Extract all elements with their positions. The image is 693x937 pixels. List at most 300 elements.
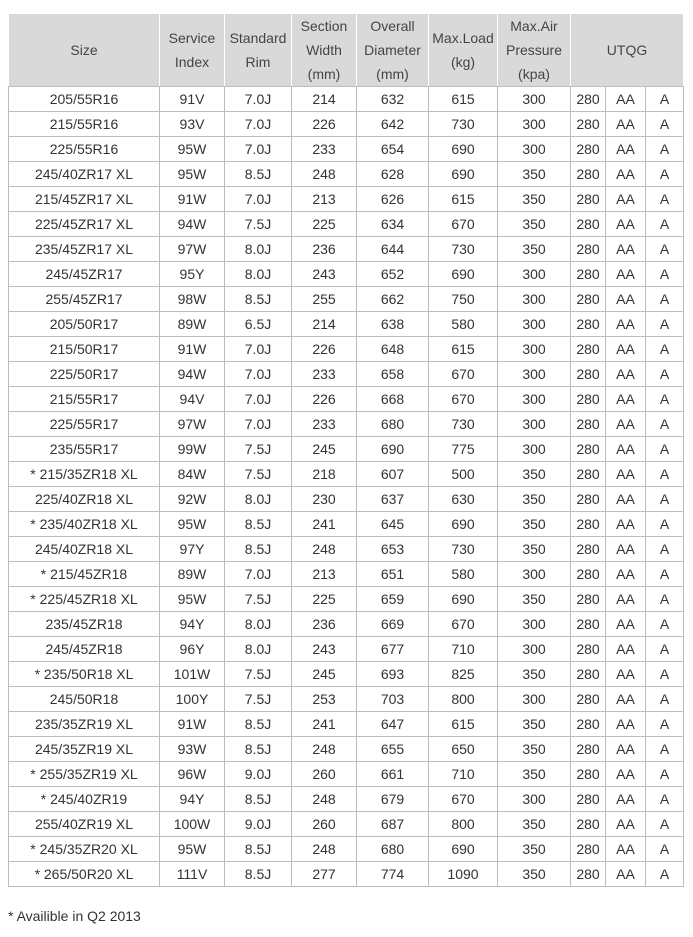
cell-utqg-treadwear: 280 <box>571 487 606 512</box>
cell-overall-diameter: 662 <box>357 287 429 312</box>
column-header-line: Diameter <box>364 42 421 58</box>
cell-size: 245/40ZR18 XL <box>9 537 160 562</box>
cell-overall-diameter: 637 <box>357 487 429 512</box>
column-header-line: Standard <box>229 30 287 46</box>
cell-service-index: 96W <box>160 762 225 787</box>
cell-overall-diameter: 680 <box>357 412 429 437</box>
cell-overall-diameter: 703 <box>357 687 429 712</box>
cell-size: * 235/40ZR18 XL <box>9 512 160 537</box>
cell-max-air-pressure: 300 <box>498 387 571 412</box>
table-row <box>9 362 684 387</box>
cell-utqg-treadwear: 280 <box>571 537 606 562</box>
column-header-line: Max.Air <box>510 18 558 34</box>
cell-utqg-temperature: A <box>646 187 684 212</box>
cell-utqg-temperature: A <box>646 837 684 862</box>
cell-utqg-temperature: A <box>646 612 684 637</box>
cell-size: 225/50R17 <box>9 362 160 387</box>
table-row <box>9 587 684 612</box>
cell-utqg-temperature: A <box>646 862 684 887</box>
cell-overall-diameter: 642 <box>357 112 429 137</box>
cell-utqg-temperature: A <box>646 587 684 612</box>
cell-utqg-treadwear: 280 <box>571 787 606 812</box>
cell-service-index: 98W <box>160 287 225 312</box>
cell-max-air-pressure: 300 <box>498 87 571 112</box>
cell-utqg-temperature: A <box>646 337 684 362</box>
cell-size: 255/40ZR19 XL <box>9 812 160 837</box>
cell-max-load: 615 <box>429 187 498 212</box>
cell-utqg-traction: AA <box>606 787 646 812</box>
cell-overall-diameter: 653 <box>357 537 429 562</box>
cell-max-air-pressure: 300 <box>498 612 571 637</box>
table-row <box>9 537 684 562</box>
cell-utqg-traction: AA <box>606 462 646 487</box>
cell-max-air-pressure: 350 <box>498 212 571 237</box>
table-row <box>9 437 684 462</box>
cell-service-index: 97W <box>160 412 225 437</box>
cell-standard-rim: 7.5J <box>225 212 292 237</box>
column-header-utqg <box>571 14 684 87</box>
table-row <box>9 337 684 362</box>
cell-utqg-traction: AA <box>606 312 646 337</box>
cell-utqg-treadwear: 280 <box>571 762 606 787</box>
table-body <box>9 87 684 887</box>
cell-service-index: 95W <box>160 162 225 187</box>
cell-utqg-temperature: A <box>646 812 684 837</box>
cell-overall-diameter: 687 <box>357 812 429 837</box>
table-row <box>9 737 684 762</box>
cell-service-index: 100Y <box>160 687 225 712</box>
cell-utqg-temperature: A <box>646 462 684 487</box>
cell-utqg-temperature: A <box>646 162 684 187</box>
cell-overall-diameter: 648 <box>357 337 429 362</box>
table-row <box>9 862 684 887</box>
cell-section-width: 236 <box>292 237 357 262</box>
cell-section-width: 277 <box>292 862 357 887</box>
cell-service-index: 95W <box>160 587 225 612</box>
cell-section-width: 241 <box>292 712 357 737</box>
cell-standard-rim: 7.0J <box>225 362 292 387</box>
cell-utqg-traction: AA <box>606 437 646 462</box>
cell-service-index: 93V <box>160 112 225 137</box>
cell-utqg-treadwear: 280 <box>571 512 606 537</box>
cell-utqg-temperature: A <box>646 662 684 687</box>
cell-standard-rim: 8.0J <box>225 637 292 662</box>
cell-overall-diameter: 680 <box>357 837 429 862</box>
table-header <box>9 14 684 87</box>
cell-service-index: 96Y <box>160 637 225 662</box>
cell-utqg-temperature: A <box>646 212 684 237</box>
cell-size: 225/55R16 <box>9 137 160 162</box>
cell-max-air-pressure: 350 <box>498 812 571 837</box>
column-header-standard-rim <box>225 14 292 87</box>
cell-utqg-temperature: A <box>646 87 684 112</box>
cell-utqg-traction: AA <box>606 837 646 862</box>
cell-service-index: 91W <box>160 187 225 212</box>
cell-utqg-temperature: A <box>646 362 684 387</box>
cell-utqg-temperature: A <box>646 712 684 737</box>
cell-section-width: 226 <box>292 387 357 412</box>
cell-utqg-traction: AA <box>606 262 646 287</box>
column-header-line: Pressure <box>505 42 563 58</box>
cell-utqg-treadwear: 280 <box>571 862 606 887</box>
cell-max-load: 670 <box>429 362 498 387</box>
cell-overall-diameter: 634 <box>357 212 429 237</box>
cell-standard-rim: 7.5J <box>225 462 292 487</box>
column-header-size <box>9 14 160 87</box>
cell-utqg-temperature: A <box>646 687 684 712</box>
cell-overall-diameter: 658 <box>357 362 429 387</box>
cell-standard-rim: 7.5J <box>225 437 292 462</box>
table-row <box>9 187 684 212</box>
cell-size: * 255/35ZR19 XL <box>9 762 160 787</box>
cell-standard-rim: 8.0J <box>225 262 292 287</box>
cell-utqg-traction: AA <box>606 212 646 237</box>
cell-service-index: 91W <box>160 712 225 737</box>
cell-utqg-temperature: A <box>646 512 684 537</box>
table-row <box>9 387 684 412</box>
cell-service-index: 97Y <box>160 537 225 562</box>
cell-service-index: 95W <box>160 837 225 862</box>
cell-utqg-treadwear: 280 <box>571 712 606 737</box>
cell-utqg-traction: AA <box>606 637 646 662</box>
cell-utqg-temperature: A <box>646 537 684 562</box>
cell-max-air-pressure: 300 <box>498 362 571 387</box>
cell-utqg-traction: AA <box>606 412 646 437</box>
column-header-service-index <box>160 14 225 87</box>
column-header-max-load <box>429 14 498 87</box>
cell-max-air-pressure: 350 <box>498 737 571 762</box>
table-row <box>9 487 684 512</box>
cell-max-air-pressure: 300 <box>498 687 571 712</box>
cell-standard-rim: 7.0J <box>225 412 292 437</box>
cell-size: 215/45ZR17 XL <box>9 187 160 212</box>
cell-service-index: 95W <box>160 512 225 537</box>
cell-section-width: 236 <box>292 612 357 637</box>
cell-utqg-temperature: A <box>646 312 684 337</box>
cell-section-width: 245 <box>292 662 357 687</box>
column-header-overall-diameter <box>357 14 429 87</box>
cell-section-width: 213 <box>292 562 357 587</box>
cell-max-load: 690 <box>429 837 498 862</box>
cell-max-load: 670 <box>429 212 498 237</box>
table-row <box>9 412 684 437</box>
cell-section-width: 226 <box>292 112 357 137</box>
cell-max-air-pressure: 350 <box>498 462 571 487</box>
cell-max-load: 800 <box>429 687 498 712</box>
cell-max-load: 1090 <box>429 862 498 887</box>
table-row <box>9 287 684 312</box>
cell-standard-rim: 7.0J <box>225 112 292 137</box>
table-row <box>9 687 684 712</box>
cell-max-air-pressure: 350 <box>498 762 571 787</box>
cell-service-index: 94V <box>160 387 225 412</box>
table-row <box>9 462 684 487</box>
table-row <box>9 612 684 637</box>
cell-section-width: 225 <box>292 587 357 612</box>
cell-section-width: 241 <box>292 512 357 537</box>
cell-max-load: 615 <box>429 712 498 737</box>
cell-max-load: 690 <box>429 512 498 537</box>
cell-utqg-treadwear: 280 <box>571 187 606 212</box>
cell-section-width: 226 <box>292 337 357 362</box>
cell-size: 235/35ZR19 XL <box>9 712 160 737</box>
cell-standard-rim: 7.0J <box>225 562 292 587</box>
cell-utqg-treadwear: 280 <box>571 162 606 187</box>
cell-utqg-traction: AA <box>606 87 646 112</box>
cell-utqg-treadwear: 280 <box>571 262 606 287</box>
cell-utqg-treadwear: 280 <box>571 662 606 687</box>
table-row <box>9 637 684 662</box>
column-header-line: Max.Load <box>432 30 494 46</box>
cell-overall-diameter: 644 <box>357 237 429 262</box>
column-header-line: Overall <box>370 18 415 34</box>
cell-service-index: 94Y <box>160 612 225 637</box>
cell-max-air-pressure: 350 <box>498 162 571 187</box>
cell-utqg-traction: AA <box>606 187 646 212</box>
cell-overall-diameter: 607 <box>357 462 429 487</box>
cell-utqg-treadwear: 280 <box>571 87 606 112</box>
cell-max-air-pressure: 300 <box>498 437 571 462</box>
cell-max-air-pressure: 350 <box>498 487 571 512</box>
table-row <box>9 212 684 237</box>
cell-utqg-temperature: A <box>646 112 684 137</box>
cell-utqg-traction: AA <box>606 812 646 837</box>
cell-size: 245/45ZR17 <box>9 262 160 287</box>
cell-service-index: 95Y <box>160 262 225 287</box>
cell-size: * 215/45ZR18 <box>9 562 160 587</box>
cell-max-load: 690 <box>429 162 498 187</box>
cell-standard-rim: 7.0J <box>225 87 292 112</box>
cell-utqg-traction: AA <box>606 112 646 137</box>
table-row <box>9 262 684 287</box>
cell-max-load: 710 <box>429 637 498 662</box>
cell-max-air-pressure: 350 <box>498 712 571 737</box>
column-header-max-air-pressure <box>498 14 571 87</box>
cell-section-width: 230 <box>292 487 357 512</box>
cell-max-load: 730 <box>429 412 498 437</box>
cell-standard-rim: 8.5J <box>225 162 292 187</box>
cell-utqg-traction: AA <box>606 562 646 587</box>
cell-max-load: 730 <box>429 112 498 137</box>
cell-max-load: 580 <box>429 562 498 587</box>
column-header-line: Section <box>300 18 348 34</box>
cell-size: * 215/35ZR18 XL <box>9 462 160 487</box>
table-row <box>9 512 684 537</box>
cell-max-air-pressure: 300 <box>498 562 571 587</box>
cell-size: 245/35ZR19 XL <box>9 737 160 762</box>
cell-utqg-traction: AA <box>606 362 646 387</box>
cell-overall-diameter: 626 <box>357 187 429 212</box>
cell-service-index: 111V <box>160 862 225 887</box>
cell-standard-rim: 7.5J <box>225 687 292 712</box>
cell-utqg-temperature: A <box>646 487 684 512</box>
cell-section-width: 248 <box>292 737 357 762</box>
cell-max-air-pressure: 300 <box>498 112 571 137</box>
cell-utqg-traction: AA <box>606 512 646 537</box>
cell-utqg-treadwear: 280 <box>571 587 606 612</box>
cell-service-index: 89W <box>160 562 225 587</box>
cell-size: 225/40ZR18 XL <box>9 487 160 512</box>
cell-service-index: 94Y <box>160 787 225 812</box>
cell-utqg-traction: AA <box>606 487 646 512</box>
cell-max-load: 615 <box>429 337 498 362</box>
cell-utqg-treadwear: 280 <box>571 387 606 412</box>
cell-utqg-treadwear: 280 <box>571 287 606 312</box>
column-header-line: UTQG <box>606 42 648 58</box>
cell-max-air-pressure: 300 <box>498 312 571 337</box>
cell-service-index: 97W <box>160 237 225 262</box>
cell-standard-rim: 8.0J <box>225 237 292 262</box>
cell-max-load: 800 <box>429 812 498 837</box>
cell-max-load: 750 <box>429 287 498 312</box>
cell-size: 245/40ZR17 XL <box>9 162 160 187</box>
cell-overall-diameter: 628 <box>357 162 429 187</box>
table-row <box>9 562 684 587</box>
cell-utqg-temperature: A <box>646 387 684 412</box>
cell-max-load: 690 <box>429 587 498 612</box>
cell-max-load: 825 <box>429 662 498 687</box>
cell-max-load: 650 <box>429 737 498 762</box>
cell-size: 245/45ZR18 <box>9 637 160 662</box>
cell-size: 205/55R16 <box>9 87 160 112</box>
cell-service-index: 91V <box>160 87 225 112</box>
cell-utqg-traction: AA <box>606 737 646 762</box>
cell-section-width: 233 <box>292 137 357 162</box>
column-header-line: Rim <box>245 54 271 70</box>
cell-utqg-traction: AA <box>606 662 646 687</box>
cell-max-load: 730 <box>429 537 498 562</box>
cell-utqg-treadwear: 280 <box>571 137 606 162</box>
cell-standard-rim: 9.0J <box>225 812 292 837</box>
cell-utqg-traction: AA <box>606 337 646 362</box>
cell-overall-diameter: 661 <box>357 762 429 787</box>
cell-service-index: 99W <box>160 437 225 462</box>
cell-utqg-traction: AA <box>606 762 646 787</box>
cell-max-load: 615 <box>429 87 498 112</box>
cell-overall-diameter: 652 <box>357 262 429 287</box>
cell-section-width: 243 <box>292 262 357 287</box>
cell-overall-diameter: 632 <box>357 87 429 112</box>
cell-max-air-pressure: 350 <box>498 187 571 212</box>
cell-overall-diameter: 654 <box>357 137 429 162</box>
cell-size: 205/50R17 <box>9 312 160 337</box>
cell-size: 225/55R17 <box>9 412 160 437</box>
cell-max-air-pressure: 350 <box>498 237 571 262</box>
cell-max-load: 500 <box>429 462 498 487</box>
cell-section-width: 260 <box>292 762 357 787</box>
cell-standard-rim: 8.5J <box>225 837 292 862</box>
cell-size: 235/45ZR18 <box>9 612 160 637</box>
cell-utqg-temperature: A <box>646 437 684 462</box>
column-header-line: Width <box>306 42 342 58</box>
cell-utqg-temperature: A <box>646 762 684 787</box>
cell-utqg-treadwear: 280 <box>571 437 606 462</box>
cell-standard-rim: 8.0J <box>225 612 292 637</box>
table-row <box>9 237 684 262</box>
cell-section-width: 214 <box>292 312 357 337</box>
cell-max-air-pressure: 300 <box>498 787 571 812</box>
cell-size: 225/45ZR17 XL <box>9 212 160 237</box>
cell-overall-diameter: 638 <box>357 312 429 337</box>
cell-section-width: 248 <box>292 787 357 812</box>
column-header-line: (mm) <box>307 66 341 82</box>
cell-size: * 245/40ZR19 <box>9 787 160 812</box>
table-row <box>9 87 684 112</box>
table-row <box>9 787 684 812</box>
cell-utqg-treadwear: 280 <box>571 737 606 762</box>
cell-section-width: 248 <box>292 837 357 862</box>
table-row <box>9 312 684 337</box>
cell-utqg-traction: AA <box>606 237 646 262</box>
cell-size: 215/50R17 <box>9 337 160 362</box>
cell-utqg-traction: AA <box>606 687 646 712</box>
cell-max-air-pressure: 300 <box>498 637 571 662</box>
cell-max-air-pressure: 350 <box>498 837 571 862</box>
column-header-line: (kg) <box>450 54 476 70</box>
cell-section-width: 243 <box>292 637 357 662</box>
header-row <box>9 14 684 87</box>
cell-standard-rim: 8.5J <box>225 787 292 812</box>
cell-utqg-traction: AA <box>606 587 646 612</box>
cell-utqg-treadwear: 280 <box>571 612 606 637</box>
cell-utqg-temperature: A <box>646 237 684 262</box>
cell-service-index: 92W <box>160 487 225 512</box>
cell-service-index: 89W <box>160 312 225 337</box>
table-row <box>9 112 684 137</box>
cell-size: 215/55R16 <box>9 112 160 137</box>
column-header-line: (kpa) <box>518 66 550 82</box>
cell-max-air-pressure: 300 <box>498 137 571 162</box>
cell-overall-diameter: 659 <box>357 587 429 612</box>
cell-size: 255/45ZR17 <box>9 287 160 312</box>
cell-standard-rim: 8.5J <box>225 862 292 887</box>
cell-size: 215/55R17 <box>9 387 160 412</box>
cell-section-width: 233 <box>292 362 357 387</box>
cell-size: * 265/50R20 XL <box>9 862 160 887</box>
cell-standard-rim: 8.5J <box>225 287 292 312</box>
cell-max-load: 730 <box>429 237 498 262</box>
cell-standard-rim: 7.5J <box>225 662 292 687</box>
cell-max-air-pressure: 350 <box>498 587 571 612</box>
cell-section-width: 260 <box>292 812 357 837</box>
cell-section-width: 248 <box>292 537 357 562</box>
cell-standard-rim: 8.0J <box>225 487 292 512</box>
cell-utqg-treadwear: 280 <box>571 837 606 862</box>
cell-standard-rim: 8.5J <box>225 512 292 537</box>
cell-utqg-traction: AA <box>606 387 646 412</box>
cell-service-index: 95W <box>160 137 225 162</box>
table-row <box>9 137 684 162</box>
cell-utqg-temperature: A <box>646 412 684 437</box>
cell-standard-rim: 9.0J <box>225 762 292 787</box>
cell-max-load: 580 <box>429 312 498 337</box>
cell-standard-rim: 7.5J <box>225 587 292 612</box>
cell-size: * 225/45ZR18 XL <box>9 587 160 612</box>
cell-utqg-treadwear: 280 <box>571 362 606 387</box>
cell-utqg-traction: AA <box>606 712 646 737</box>
cell-overall-diameter: 645 <box>357 512 429 537</box>
cell-utqg-treadwear: 280 <box>571 337 606 362</box>
cell-overall-diameter: 774 <box>357 862 429 887</box>
table-row <box>9 712 684 737</box>
cell-utqg-treadwear: 280 <box>571 462 606 487</box>
cell-max-air-pressure: 350 <box>498 662 571 687</box>
cell-service-index: 93W <box>160 737 225 762</box>
cell-max-air-pressure: 350 <box>498 537 571 562</box>
cell-service-index: 94W <box>160 362 225 387</box>
cell-utqg-traction: AA <box>606 612 646 637</box>
cell-standard-rim: 8.5J <box>225 737 292 762</box>
